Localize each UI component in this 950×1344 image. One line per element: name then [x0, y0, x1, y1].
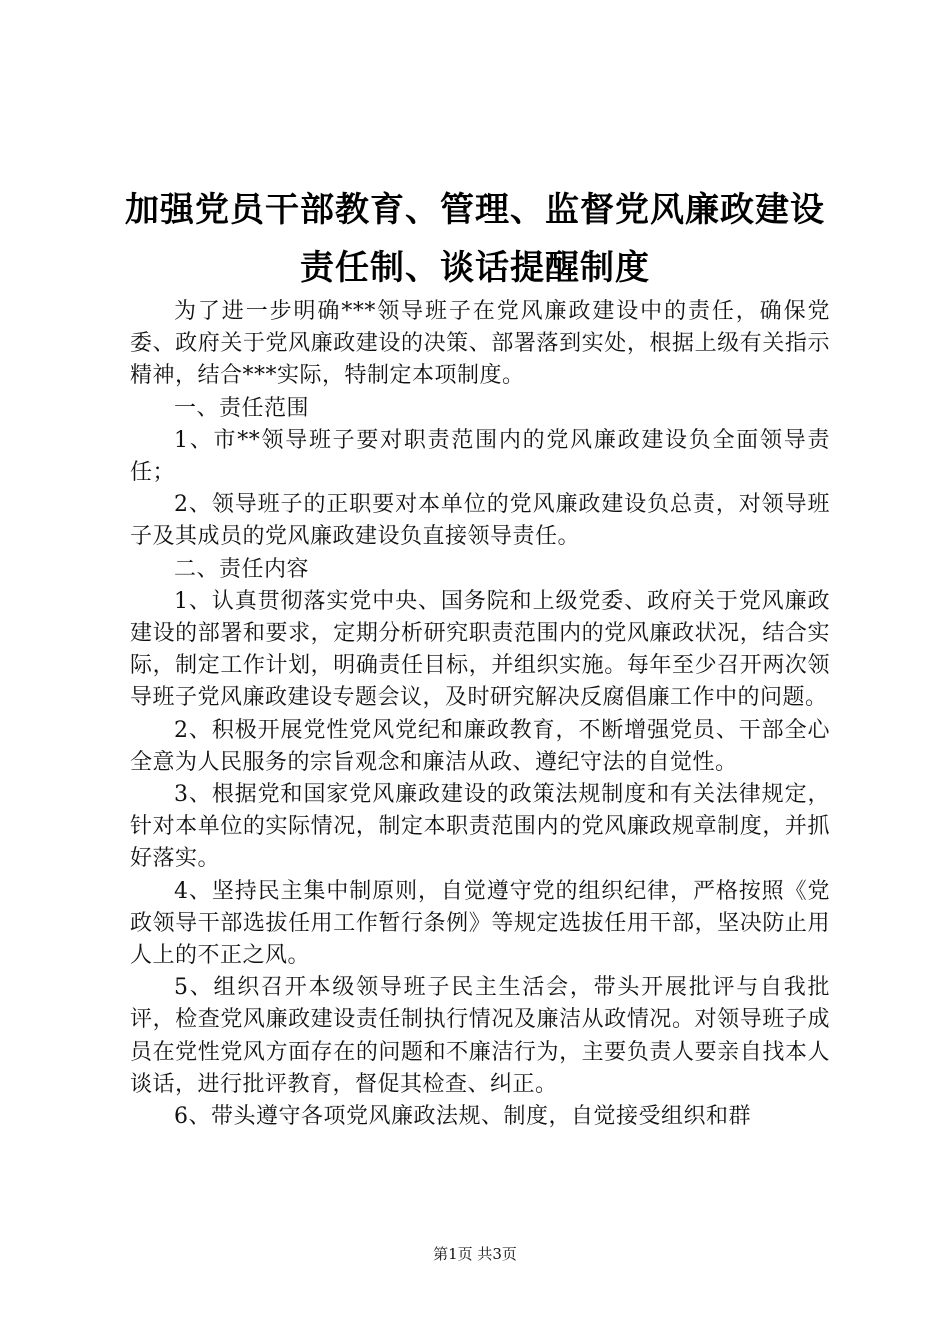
paragraph-scope-2: 2、领导班子的正职要对本单位的党风廉政建设负总责，对领导班子及其成员的党风廉政建设负直接领导责任。	[130, 492, 830, 550]
paragraph-content-4: 4、坚持民主集中制原则，自觉遵守党的组织纪律，严格按照《党政领导干部选拔任用工作暂行条例》等规定选拔任用干部，坚决防止用人上的不正之风。	[130, 878, 830, 969]
paragraph-content-5: 5、组织召开本级领导班子民主生活会，带头开展批评与自我批评，检查党风廉政建设责任制执行情况及廉洁从政情况。对领导班子成员在党性党风方面存在的问题和不廉洁行为，主要负责人要亲自找本人谈话，进行批评教育，督促其检查、纠正。	[130, 975, 830, 1097]
document-title-line-2: 责任制、谈话提醒制度	[300, 248, 650, 288]
paragraph-content-6: 6、带头遵守各项党风廉政法规、制度，自觉接受组织和群	[174, 1104, 751, 1130]
section-heading-content: 二、责任内容	[174, 556, 310, 582]
paragraph-content-2: 2、积极开展党性党风党纪和廉政教育，不断增强党员、干部全心全意为人民服务的宗旨观念和廉洁从政、遵纪守法的自觉性。	[130, 717, 830, 775]
section-heading-scope: 一、责任范围	[174, 395, 310, 421]
document-title-line-1: 加强党员干部教育、管理、监督党风廉政建设	[125, 190, 825, 230]
paragraph-content-3: 3、根据党和国家党风廉政建设的政策法规制度和有关法律规定，针对本单位的实际情况，制定本职责范围内的党风廉政规章制度，并抓好落实。	[130, 782, 830, 872]
paragraph-intro: 为了进一步明确***领导班子在党风廉政建设中的责任，确保党委、政府关于党风廉政建设的决策、部署落到实处，根据上级有关指示精神，结合***实际，特制定本项制度。	[130, 299, 830, 389]
document-body	[130, 296, 830, 1133]
paragraph-content-1: 1、认真贯彻落实党中央、国务院和上级党委、政府关于党风廉政建设的部署和要求，定期分析研究职责范围内的党风廉政状况，结合实际，制定工作计划，明确责任目标，并组织实施。每年至少召开两次领导班子党风廉政建设专题会议，及时研究解决反腐倡廉工作中的问题。	[130, 588, 830, 711]
page-number-footer: 第1页 共3页	[433, 1245, 517, 1263]
paragraph-scope-1: 1、市**领导班子要对职责范围内的党风廉政建设负全面领导责任；	[130, 427, 830, 486]
